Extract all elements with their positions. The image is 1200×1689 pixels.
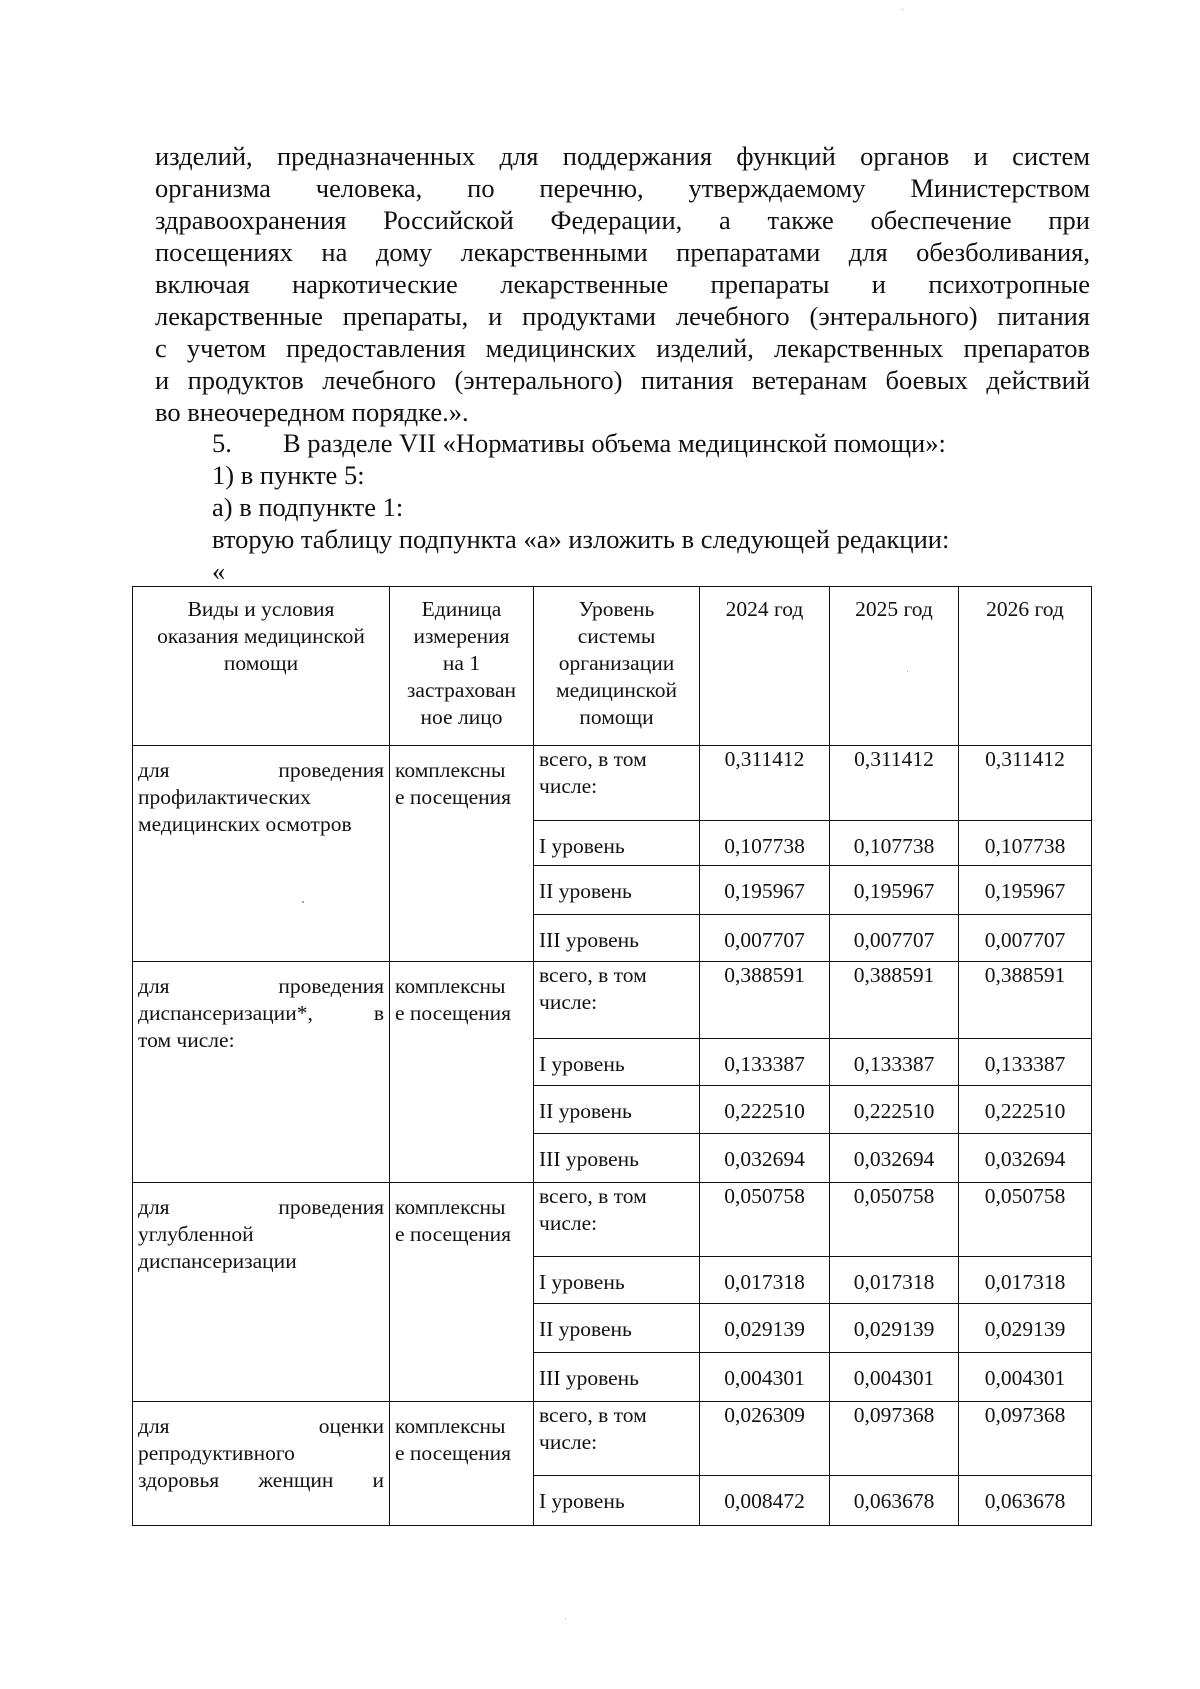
unit-cell: комплексны е посещения [390,746,534,962]
kind-cell: для проведения профилактических медицинских осмотров [133,746,390,962]
item-5-number: 5. [212,428,232,458]
opening-quote: « [212,556,226,586]
value-2026: 0,195967 [959,866,1092,915]
subitem-a: а) в подпункте 1: [212,492,404,522]
table-header-row [133,587,1092,746]
paragraph-line: лекарственные препараты, и продуктами лечебного (энтерального) питания [155,301,1090,331]
item-5-text: В разделе VII «Нормативы объема медицинской помощи»: [283,428,946,458]
table-row [133,1183,1092,1257]
header-unit: Единица измерения на 1 застрахован ное лицо [390,587,534,746]
level-cell: III уровень [534,1353,700,1402]
value-2024: 0,133387 [700,1039,830,1086]
level-cell: II уровень [534,1086,700,1134]
table-row [133,746,1092,821]
header-2026: 2026 год [959,587,1092,746]
paragraph-line: включая наркотические лекарственные препараты и психотропные [155,269,1090,299]
norms-table [132,586,1092,1526]
level-cell: всего, в том числе: [534,962,700,1039]
value-2025: 0,063678 [830,1476,959,1526]
value-2024: 0,311412 [700,746,830,821]
value-2025: 0,007707 [830,915,959,962]
header-2025: 2025 год [830,587,959,746]
scan-speck [565,1618,566,1619]
subitem-1: 1) в пункте 5: [212,460,365,490]
paragraph-line: здравоохранения Российской Федерации, а также обеспечение при [155,205,1090,235]
unit-cell: комплексны е посещения [390,962,534,1183]
level-cell: I уровень [534,1039,700,1086]
value-2024: 0,008472 [700,1476,830,1526]
level-cell: II уровень [534,866,700,915]
table-row [133,1402,1092,1476]
value-2026: 0,032694 [959,1134,1092,1183]
paragraph-line: с учетом предоставления медицинских изделий, лекарственных препаратов [155,333,1090,363]
value-2026: 0,004301 [959,1353,1092,1402]
paragraph-line: во внеочередном порядке.». [155,397,469,427]
value-2024: 0,026309 [700,1402,830,1476]
value-2024: 0,222510 [700,1086,830,1134]
table-row [133,962,1092,1039]
value-2025: 0,107738 [830,821,959,866]
value-2026: 0,017318 [959,1257,1092,1304]
level-cell: III уровень [534,915,700,962]
value-2026: 0,063678 [959,1476,1092,1526]
header-kind: Виды и условия оказания медицинской помощи [133,587,390,746]
kind-cell: для проведения диспансеризации*, в том числе: [133,962,390,1183]
value-2024: 0,007707 [700,915,830,962]
level-cell: всего, в том числе: [534,746,700,821]
value-2024: 0,050758 [700,1183,830,1257]
paragraph-line: и продуктов лечебного (энтерального) питания ветеранам боевых действий [155,365,1090,395]
value-2025: 0,097368 [830,1402,959,1476]
value-2025: 0,029139 [830,1304,959,1353]
value-2025: 0,133387 [830,1039,959,1086]
unit-cell: комплексны е посещения [390,1402,534,1526]
scan-speck [907,671,908,672]
value-2025: 0,004301 [830,1353,959,1402]
level-cell: III уровень [534,1134,700,1183]
value-2024: 0,107738 [700,821,830,866]
value-2024: 0,017318 [700,1257,830,1304]
value-2025: 0,195967 [830,866,959,915]
header-2024: 2024 год [700,587,830,746]
value-2024: 0,029139 [700,1304,830,1353]
value-2026: 0,029139 [959,1304,1092,1353]
kind-cell: для оценки репродуктивного здоровья женщин и [133,1402,390,1526]
level-cell: всего, в том числе: [534,1183,700,1257]
value-2025: 0,311412 [830,746,959,821]
value-2025: 0,222510 [830,1086,959,1134]
level-cell: всего, в том числе: [534,1402,700,1476]
value-2026: 0,222510 [959,1086,1092,1134]
paragraph-line: посещениях на дому лекарственными препаратами для обезболивания, [155,237,1090,267]
value-2024: 0,388591 [700,962,830,1039]
value-2025: 0,388591 [830,962,959,1039]
value-2025: 0,050758 [830,1183,959,1257]
value-2025: 0,017318 [830,1257,959,1304]
level-cell: I уровень [534,1476,700,1526]
value-2026: 0,097368 [959,1402,1092,1476]
scan-speck [302,901,304,903]
value-2026: 0,007707 [959,915,1092,962]
scan-speck [902,9,903,10]
level-cell: I уровень [534,1257,700,1304]
header-level: Уровень системы организации медицинской помощи [534,587,700,746]
paragraph-line: изделий, предназначенных для поддержания функций органов и систем [155,141,1090,171]
kind-cell: для проведения углубленной диспансеризации [133,1183,390,1402]
value-2026: 0,107738 [959,821,1092,866]
level-cell: II уровень [534,1304,700,1353]
value-2024: 0,195967 [700,866,830,915]
body-paragraph [155,140,1090,428]
value-2026: 0,050758 [959,1183,1092,1257]
value-2026: 0,388591 [959,962,1092,1039]
value-2024: 0,004301 [700,1353,830,1402]
value-2026: 0,133387 [959,1039,1092,1086]
paragraph-line: организма человека, по перечню, утверждаемому Министерством [155,173,1090,203]
value-2025: 0,032694 [830,1134,959,1183]
value-2026: 0,311412 [959,746,1092,821]
level-cell: I уровень [534,821,700,866]
value-2024: 0,032694 [700,1134,830,1183]
instruction-line: вторую таблицу подпункта «а» изложить в следующей редакции: [212,524,950,554]
unit-cell: комплексны е посещения [390,1183,534,1402]
